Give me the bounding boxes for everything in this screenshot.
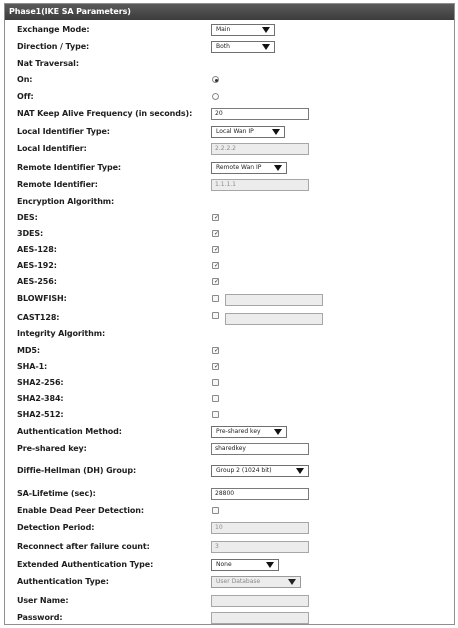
- ike-sa-parameters-panel: [4, 3, 455, 625]
- nat-keepalive-label: NAT Keep Alive Frequency (in seconds):: [17, 109, 193, 118]
- local-id-label: Local Identifier:: [17, 144, 87, 153]
- auth-method-select[interactable]: Pre-shared key: [211, 426, 287, 438]
- dpd-enable-checkbox[interactable]: [212, 507, 219, 514]
- sha2-512-checkbox[interactable]: [212, 411, 219, 418]
- auth-method-label: Authentication Method:: [17, 427, 122, 436]
- cast128-key-input[interactable]: [225, 313, 323, 325]
- integrity-algorithm-label: Integrity Algorithm:: [17, 329, 106, 338]
- check-icon: ✓: [214, 214, 220, 221]
- check-icon: ✓: [214, 246, 220, 253]
- remote-id-type-label: Remote Identifier Type:: [17, 163, 121, 172]
- dh-group-label: Diffie-Hellman (DH) Group:: [17, 466, 137, 475]
- preshared-key-input[interactable]: sharedkey: [211, 443, 309, 455]
- ext-auth-type-select[interactable]: None: [211, 559, 279, 571]
- check-icon: ✓: [214, 230, 220, 237]
- nat-off-radio[interactable]: [212, 93, 219, 100]
- blowfish-checkbox[interactable]: [212, 295, 219, 302]
- remote-id-type-select[interactable]: Remote Wan IP: [211, 162, 287, 174]
- check-icon: ✓: [214, 262, 220, 269]
- reconnect-count-label: Reconnect after failure count:: [17, 542, 150, 551]
- aes128-label: AES-128:: [17, 245, 57, 254]
- user-name-input[interactable]: [211, 595, 309, 607]
- des-label: DES:: [17, 213, 38, 222]
- exchange-mode-select[interactable]: Main: [211, 24, 275, 36]
- sa-lifetime-input[interactable]: 28800: [211, 488, 309, 500]
- nat-off-label: Off:: [17, 92, 34, 101]
- auth-type-select[interactable]: User Database: [211, 576, 301, 588]
- chevron-down-icon: [262, 44, 270, 50]
- chevron-down-icon: [274, 429, 282, 435]
- chevron-down-icon: [296, 468, 304, 474]
- check-icon: ✓: [214, 363, 220, 370]
- 3des-checkbox[interactable]: [212, 230, 219, 237]
- chevron-down-icon: [288, 579, 296, 585]
- ext-auth-type-label: Extended Authentication Type:: [17, 560, 154, 569]
- local-id-input[interactable]: 2.2.2.2: [211, 143, 309, 155]
- nat-keepalive-input[interactable]: 20: [211, 108, 309, 120]
- remote-id-label: Remote Identifier:: [17, 180, 98, 189]
- remote-id-input[interactable]: 1.1.1.1: [211, 179, 309, 191]
- blowfish-label: BLOWFISH:: [17, 294, 67, 303]
- chevron-down-icon: [262, 27, 270, 33]
- chevron-down-icon: [266, 562, 274, 568]
- aes256-label: AES-256:: [17, 277, 57, 286]
- sha2-512-label: SHA2-512:: [17, 410, 64, 419]
- direction-type-label: Direction / Type:: [17, 42, 90, 51]
- direction-type-select[interactable]: Both: [211, 41, 275, 53]
- dh-group-select[interactable]: Group 2 (1024 bit): [211, 465, 309, 477]
- reconnect-count-input[interactable]: 3: [211, 541, 309, 553]
- exchange-mode-label: Exchange Mode:: [17, 25, 90, 34]
- check-icon: ✓: [214, 347, 220, 354]
- nat-on-radio[interactable]: [212, 76, 219, 83]
- sa-lifetime-label: SA-Lifetime (sec):: [17, 489, 96, 498]
- panel-title: Phase1(IKE SA Parameters): [5, 4, 454, 20]
- sha2-384-checkbox[interactable]: [212, 395, 219, 402]
- radio-selected-dot: [215, 79, 218, 82]
- aes192-label: AES-192:: [17, 261, 57, 270]
- cast128-checkbox[interactable]: [212, 312, 219, 319]
- sha2-256-checkbox[interactable]: [212, 379, 219, 386]
- local-id-type-label: Local Identifier Type:: [17, 127, 110, 136]
- user-name-label: User Name:: [17, 596, 69, 605]
- aes256-checkbox[interactable]: [212, 278, 219, 285]
- md5-label: MD5:: [17, 346, 40, 355]
- nat-on-label: On:: [17, 75, 33, 84]
- dpd-enable-label: Enable Dead Peer Detection:: [17, 506, 144, 515]
- md5-checkbox[interactable]: [212, 347, 219, 354]
- auth-type-label: Authentication Type:: [17, 577, 109, 586]
- chevron-down-icon: [272, 129, 280, 135]
- nat-traversal-label: Nat Traversal:: [17, 59, 79, 68]
- password-label: Password:: [17, 613, 63, 622]
- check-icon: ✓: [214, 278, 220, 285]
- sha2-384-label: SHA2-384:: [17, 394, 64, 403]
- encryption-algorithm-label: Encryption Algorithm:: [17, 197, 115, 206]
- sha1-label: SHA-1:: [17, 362, 48, 371]
- 3des-label: 3DES:: [17, 229, 44, 238]
- chevron-down-icon: [274, 165, 282, 171]
- local-id-type-select[interactable]: Local Wan IP: [211, 126, 285, 138]
- sha2-256-label: SHA2-256:: [17, 378, 64, 387]
- sha1-checkbox[interactable]: [212, 363, 219, 370]
- detection-period-input[interactable]: 10: [211, 522, 309, 534]
- cast128-label: CAST128:: [17, 313, 60, 322]
- password-input[interactable]: [211, 612, 309, 624]
- aes128-checkbox[interactable]: [212, 246, 219, 253]
- preshared-key-label: Pre-shared key:: [17, 444, 87, 453]
- des-checkbox[interactable]: [212, 214, 219, 221]
- aes192-checkbox[interactable]: [212, 262, 219, 269]
- blowfish-key-input[interactable]: [225, 294, 323, 306]
- detection-period-label: Detection Period:: [17, 523, 95, 532]
